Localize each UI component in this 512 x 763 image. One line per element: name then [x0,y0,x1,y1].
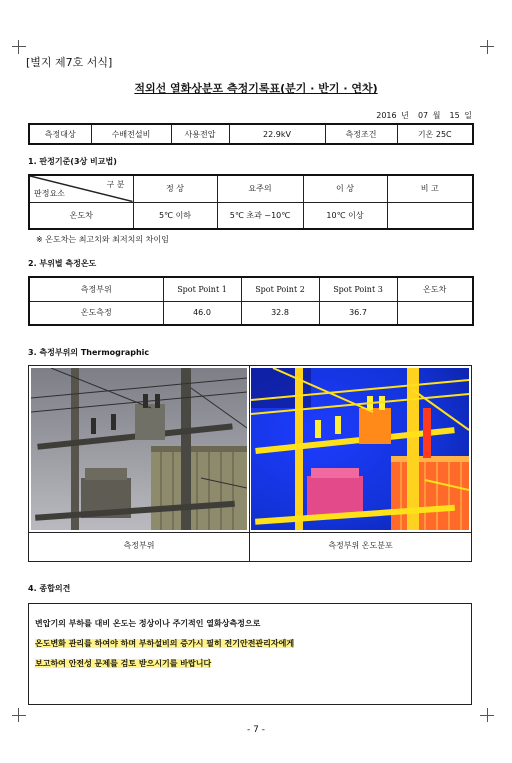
temp-spot2-value: 32.8 [241,301,319,325]
criteria-header-bottom: 판정요소 [34,188,65,198]
thermography-frame [28,365,472,562]
criteria-note: ※ 온도차는 최고치와 최저치의 차이임 [36,235,169,244]
temp-spot1-value: 46.0 [163,301,241,325]
criteria-col-abnormal: 이 상 [303,175,387,202]
criteria-corner-cell [29,175,133,202]
thermal-scan-image [251,368,469,530]
opinion-line-1: 변압기의 부하를 대비 온도는 정상이나 주기적인 열화상측정으로 [35,619,261,628]
section2-title: 2. 부위별 측정온도 [28,259,97,268]
temp-diff-value [397,301,473,325]
info-label-condition: 측정조건 [325,124,397,144]
criteria-row-label: 온도차 [29,202,133,229]
temp-header-spot1: Spot Point 1 [163,277,241,301]
opinion-line-2: 온도변화 관리를 하여야 하며 부하설비의 증가시 필히 전기안전관리자에게 [35,639,295,648]
temperature-table [28,276,474,326]
temp-header-spot2: Spot Point 2 [241,277,319,301]
criteria-value-caution: 5℃ 초과 ~10℃ [217,202,303,229]
opinion-line-3: 보고하여 안전성 문제를 검토 받으시기를 바랍니다 [35,659,212,668]
info-value-target: 수배전설비 [91,124,171,144]
document-title: 적외선 열화상분포 측정기록표(분기 · 반기 · 연차) [134,82,378,95]
criteria-table [28,174,474,230]
date-line: 2016 년 07 월 15 일 [376,111,472,120]
criteria-header-top: 구 분 [106,180,125,189]
info-label-voltage: 사용전압 [171,124,229,144]
form-label: [별지 제7호 서식] [26,56,113,69]
criteria-col-normal: 정 상 [133,175,217,202]
opinion-box [28,603,472,705]
criteria-value-abnormal: 10℃ 이상 [303,202,387,229]
section3-title: 3. 측정부위의 Thermographic [28,348,150,357]
date-year: 2016 [376,111,397,120]
thermal-caption: 측정부위 온도분포 [328,541,393,550]
photo-caption: 측정부위 [123,541,155,550]
criteria-col-caution: 요주의 [217,175,303,202]
info-label-target: 측정대상 [29,124,91,144]
criteria-value-remark [387,202,473,229]
date-day: 15 [449,111,460,120]
temp-row-label: 온도측정 [29,301,163,325]
criteria-col-remark: 비 고 [387,175,473,202]
site-photo [31,368,247,530]
info-table [28,123,474,145]
transformer-photo-image [31,368,247,530]
page-number: - 7 - [247,725,265,735]
temp-header-diff: 온도차 [397,277,473,301]
temp-header-spot3: Spot Point 3 [319,277,397,301]
temp-spot3-value: 36.7 [319,301,397,325]
temp-header-part: 측정부위 [29,277,163,301]
info-value-condition: 기온 25C [397,124,473,144]
criteria-value-normal: 5℃ 이하 [133,202,217,229]
section4-title: 4. 종합의견 [28,584,71,593]
thermal-image [251,368,469,530]
info-value-voltage: 22.9kV [229,124,325,144]
date-month: 07 [417,111,429,120]
section1-title: 1. 판정기준(3상 비교법) [28,157,117,166]
